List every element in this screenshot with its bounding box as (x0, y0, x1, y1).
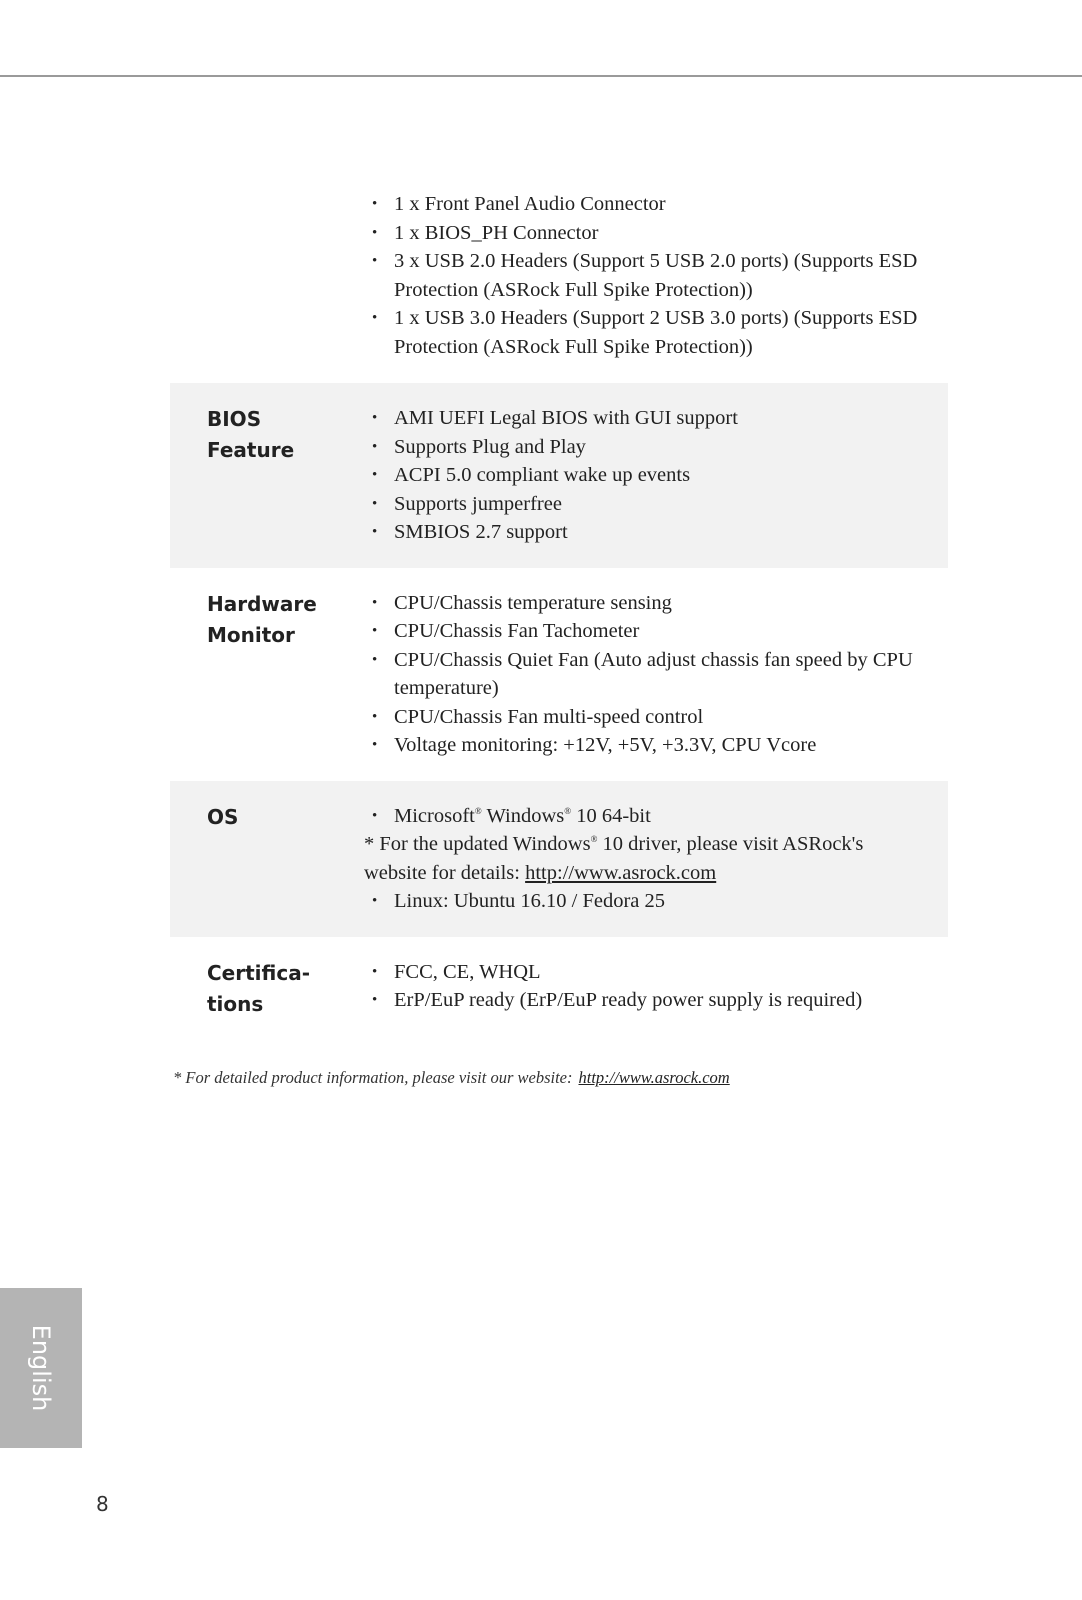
windows-word: Windows (486, 804, 565, 827)
registered-mark: ® (590, 834, 598, 844)
row-label-line: OS (207, 804, 239, 829)
note-suffix: 10 driver, please visit ASRock's website for details: (364, 833, 864, 884)
list-item: • CPU/Chassis Quiet Fan (Auto adjust chassis fan speed by CPU temperature) (364, 646, 948, 703)
registered-mark: ® (564, 805, 572, 816)
row-label (170, 802, 364, 916)
row-values (364, 958, 948, 1020)
list-item: • SMBIOS 2.7 support (364, 518, 948, 547)
list-item: • FCC, CE, WHQL (364, 958, 948, 987)
windows-prefix: Microsoft (394, 804, 475, 827)
row-label-line: Monitor (207, 622, 295, 647)
page-number: 8 (96, 1492, 109, 1516)
spec-row-os (170, 781, 948, 937)
windows-version: 10 64-bit (576, 804, 651, 827)
list-item: • CPU/Chassis Fan multi-speed control (364, 703, 948, 732)
row-label (170, 404, 364, 547)
header-rule (0, 75, 1082, 77)
row-label (170, 589, 364, 760)
row-label-line: tions (207, 991, 264, 1016)
registered-mark: ® (474, 805, 482, 816)
windows-driver-note (364, 830, 948, 887)
list-item: • 1 x Front Panel Audio Connector (364, 190, 948, 219)
row-label-line: BIOS (207, 407, 262, 431)
row-values (364, 190, 948, 361)
asrock-website-link[interactable]: http://www.asrock.com (525, 861, 717, 884)
list-item: • Linux: Ubuntu 16.10 / Fedora 25 (364, 887, 948, 916)
row-label-line: Feature (207, 438, 295, 462)
product-info-footnote (173, 1068, 730, 1088)
list-item: • ACPI 5.0 compliant wake up events (364, 461, 948, 490)
list-item: • CPU/Chassis Fan Tachometer (364, 617, 948, 646)
list-item: • Supports jumperfree (364, 490, 948, 519)
list-item: • Voltage monitoring: +12V, +5V, +3.3V, CPU Vcore (364, 731, 948, 760)
row-values (364, 589, 948, 760)
list-item: • CPU/Chassis temperature sensing (364, 589, 948, 618)
footnote-text: * For detailed product information, please visit our website: (173, 1068, 573, 1087)
list-item: • ErP/EuP ready (ErP/EuP ready power supply is required) (364, 986, 948, 1015)
list-item: • Supports Plug and Play (364, 433, 948, 462)
spec-row-certifications (170, 937, 948, 1041)
list-item-windows (364, 802, 948, 831)
row-label (170, 190, 364, 361)
note-prefix: * For the updated Windows (364, 833, 591, 855)
row-label-line: Certifica- (207, 960, 310, 985)
spec-row-connectors-continued (170, 190, 948, 383)
list-item: • AMI UEFI Legal BIOS with GUI support (364, 404, 948, 433)
list-item: • 3 x USB 2.0 Headers (Support 5 USB 2.0 ports) (Supports ESD Protection (ASRock Full Spike Protection)) (364, 247, 948, 304)
row-values (364, 404, 948, 547)
row-label (170, 958, 364, 1020)
list-item: • 1 x USB 3.0 Headers (Support 2 USB 3.0 ports) (Supports ESD Protection (ASRock Full Spike Protection)) (364, 304, 948, 361)
language-label: English (27, 1324, 55, 1412)
row-values (364, 802, 948, 916)
language-side-tab (0, 1288, 82, 1448)
footnote-website-link[interactable]: http://www.asrock.com (578, 1068, 730, 1087)
list-item: • 1 x BIOS_PH Connector (364, 219, 948, 248)
spec-row-bios (170, 383, 948, 568)
row-label-line: Hardware (207, 591, 317, 616)
spec-table (170, 190, 948, 1041)
spec-row-hardware-monitor (170, 568, 948, 781)
